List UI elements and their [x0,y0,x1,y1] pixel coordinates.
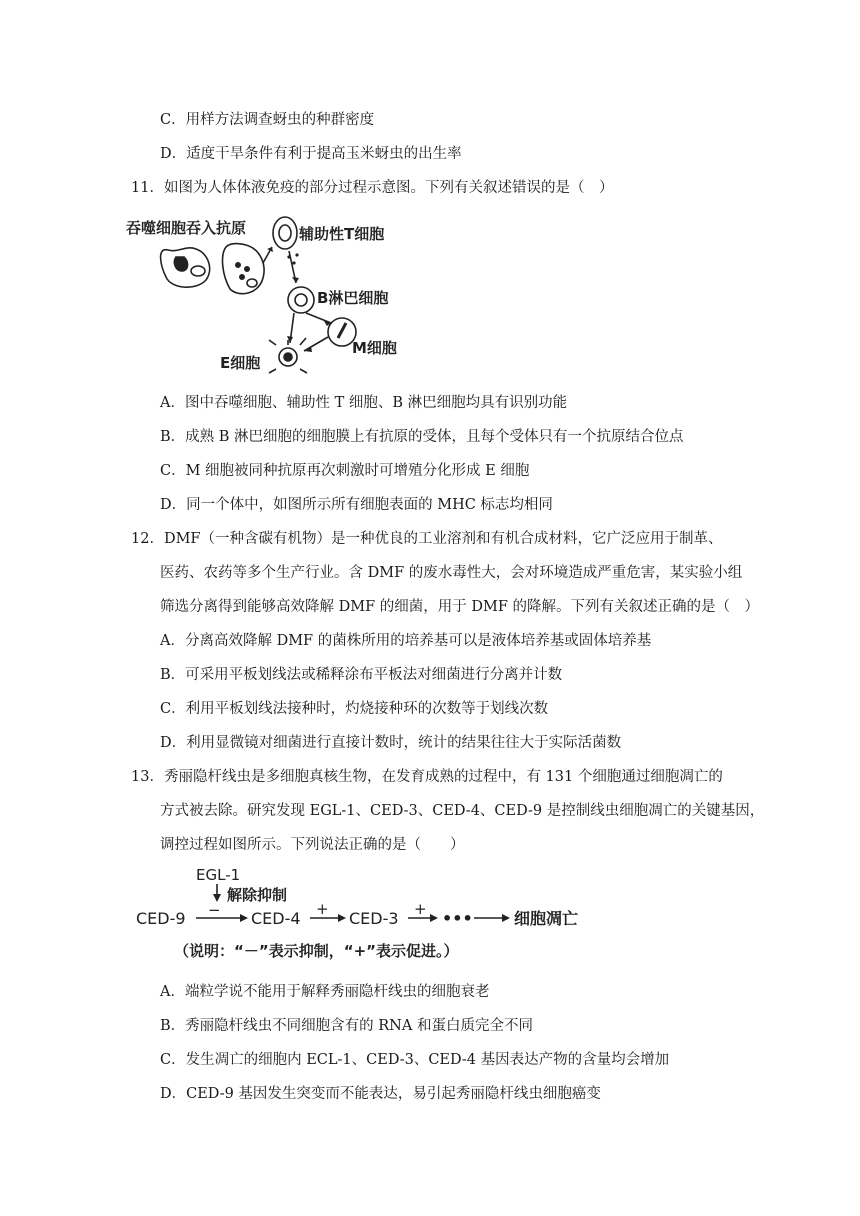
label-helper-t-cell: 辅助性T细胞 [299,225,385,243]
q12-option-b: B．可采用平板划线法或稀释涂布平板法对细菌进行分离并计数 [160,667,563,683]
q12-option-d: D．利用显微镜对细菌进行直接计数时，统计的结果往往大于实际活菌数 [160,735,622,751]
q11-stem: 11．如图为人体体液免疫的部分过程示意图。下列有关叙述错误的是（ ） [131,180,614,196]
q12-stem-line2: 医药、农药等多个生产行业。含 DMF 的废水毒性大，会对环境造成严重危害，某实验小组 [160,565,743,581]
q12-option-a: A．分离高效降解 DMF 的菌株所用的培养基可以是液体培养基或固体培养基 [160,633,652,649]
label-phagocyte: 吞噬细胞吞入抗原 [126,219,247,237]
symbol-dots: ••• [442,909,473,928]
q13-option-a: A．端粒学说不能用于解释秀丽隐杆线虫的细胞衰老 [160,984,490,1000]
q12-option-c: C．利用平板划线法接种时，灼烧接种环的次数等于划线次数 [160,701,549,717]
q13-pathway-figure [134,862,604,968]
q11-immune-figure [126,205,416,375]
symbol-minus: − [208,901,221,919]
label-m-cell: M细胞 [352,339,397,357]
figure-note: （说明：“－”表示抑制，“+”表示促进。） [174,942,459,960]
q12-stem-line3: 筛选分离得到能够高效降解 DMF 的细菌，用于 DMF 的降解。下列有关叙述正确的是（ ） [160,599,759,615]
q11-option-a: A．图中吞噬细胞、辅助性 T 细胞、B 淋巴细胞均具有识别功能 [160,395,568,411]
q13-option-b: B．秀丽隐杆线虫不同细胞含有的 RNA 和蛋白质完全不同 [160,1018,533,1034]
q11-option-d: D．同一个体中，如图所示所有细胞表面的 MHC 标志均相同 [160,497,553,513]
symbol-plus-2: + [414,900,427,918]
label-ced3: CED-3 [349,909,399,928]
q13-stem-line2: 方式被去除。研究发现 EGL-1、CED-3、CED-4、CED-9 是控制线虫细胞凋亡的关键基因， [160,803,765,819]
symbol-plus-1: + [316,900,329,918]
q13-option-c: C．发生凋亡的细胞内 ECL-1、CED-3、CED-4 基因表达产物的含量均会增加 [160,1052,670,1068]
q11-option-b: B．成熟 B 淋巴细胞的细胞膜上有抗原的受体，且每个受体只有一个抗原结合位点 [160,429,684,445]
label-egl1: EGL-1 [196,866,241,884]
q11-option-c: C．M 细胞被同种抗原再次刺激时可增殖分化形成 E 细胞 [160,463,530,479]
label-apoptosis: 细胞凋亡 [514,909,579,928]
label-e-cell: E细胞 [220,354,261,372]
q13-stem-line1: 13．秀丽隐杆线虫是多细胞真核生物，在发育成熟的过程中，有 131 个细胞通过细胞凋亡的 [131,769,723,785]
q13-option-d: D．CED-9 基因发生突变而不能表达，易引起秀丽隐杆线虫细胞癌变 [160,1086,601,1102]
q13-stem-line3: 调控过程如图所示。下列说法正确的是（ ） [160,837,465,853]
q10-option-c: C．用样方法调查蚜虫的种群密度 [160,112,375,128]
label-b-lymphocyte: B淋巴细胞 [317,289,389,307]
q10-option-d: D．适度干旱条件有利于提高玉米蚜虫的出生率 [160,146,462,162]
label-ced9: CED-9 [136,909,186,928]
label-derepress: 解除抑制 [227,886,288,904]
label-ced4: CED-4 [251,909,301,928]
q12-stem-line1: 12．DMF（一种含碳有机物）是一种优良的工业溶剂和有机合成材料，它广泛应用于制革、 [131,531,723,547]
